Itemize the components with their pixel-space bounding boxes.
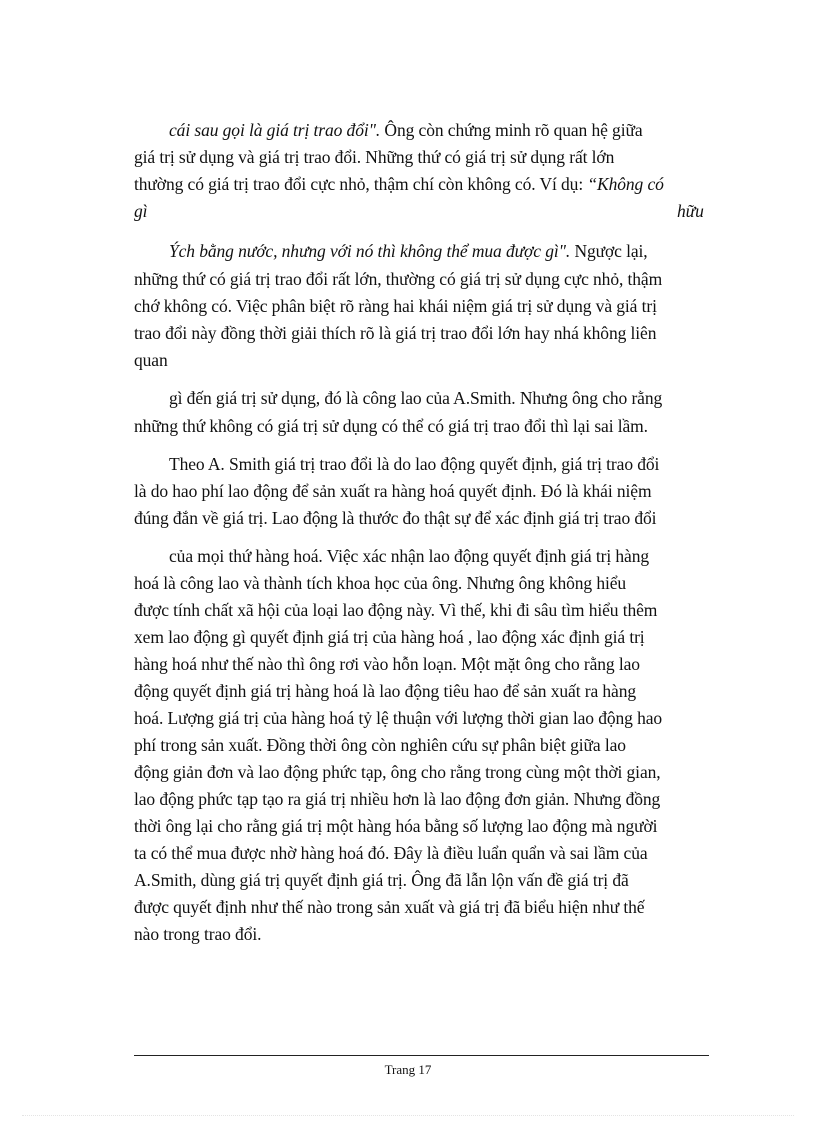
text-segment: giá trị sử dụng và giá trị trao đổi. Những thứ có giá trị sử dụng rất lớn [134,147,615,167]
text-segment: động quyết định giá trị hàng hoá là lao động tiêu hao để sản xuất ra hàng [134,681,637,701]
text-line [134,679,708,703]
text-segment: Theo A. Smith giá trị trao đổi là do lao động quyết định, giá trị trao đổi [169,454,660,474]
text-line [677,199,704,223]
text-segment: xem lao động gì quyết định giá trị của hàng hoá , lao động xác định giá trị [134,627,645,647]
italic-text: hữu [677,201,704,221]
text-segment: quan [134,350,168,370]
text-segment: A.Smith, dùng giá trị quyết định giá trị. Ông đã lẫn lộn vấn đề giá trị đã [134,870,629,890]
text-segment: những thứ có giá trị trao đổi rất lớn, thường có giá trị sử dụng cực nhỏ, thậm [134,269,663,289]
text-line [134,145,708,169]
text-line [169,544,708,568]
text-line [169,118,708,142]
text-line [134,479,708,503]
text-segment: trao đổi này đồng thời giải thích rõ là giá trị trao đổi lớn hay nhá không liên [134,323,657,343]
text-segment: những thứ không có giá trị sử dụng có thể có giá trị trao đổi thì lại sai lầm. [134,416,648,436]
page-edge [22,1115,794,1116]
text-segment: ta có thể mua được nhờ hàng hoá đó. Đây là điều luẩn quẩn và sai lầm của [134,843,648,863]
text-line [134,895,708,919]
text-line [134,294,708,318]
text-line [134,652,708,676]
text-segment: chớ không có. Việc phân biệt rõ ràng hai khái niệm giá trị sử dụng và giá trị [134,296,657,316]
text-line [134,733,708,757]
text-line [169,386,708,410]
text-line [134,868,708,892]
text-line [134,348,168,372]
text-line [134,267,708,291]
text-line [134,199,147,223]
text-segment: đúng đắn về giá trị. Lao động là thước đo thật sự để xác định giá trị trao đổi [134,508,657,528]
text-segment: Ngược lại, [570,241,648,261]
text-line [134,760,708,784]
text-segment: động giản đơn và lao động phức tạp, ông cho rằng trong cùng một thời gian, [134,762,661,782]
text-segment: thường có giá trị trao đổi cực nhỏ, thậm chí còn không có. Ví dụ: [134,174,588,194]
text-segment: hàng hoá như thế nào thì ông rơi vào hỗn loạn. Một mặt ông cho rằng lao [134,654,640,674]
text-segment: nào trong trao đổi. [134,924,262,944]
text-line [169,452,708,476]
text-segment: phí trong sản xuất. Đồng thời ông còn nghiên cứu sự phân biệt giữa lao [134,735,626,755]
text-segment: gì đến giá trị sử dụng, đó là công lao của A.Smith. Nhưng ông cho rằng [169,388,663,408]
text-line [134,706,708,730]
text-line [134,414,684,438]
footer-divider [134,1055,709,1056]
italic-text: cái sau gọi là giá trị trao đổi". [169,120,381,140]
text-segment: được quyết định như thế nào trong sản xuất và giá trị đã biểu hiện như thế [134,897,645,917]
text-segment: thời ông lại cho rằng giá trị một hàng hóa bằng số lượng lao động mà người [134,816,658,836]
text-line [134,787,708,811]
text-segment: được tính chất xã hội của loại lao động này. Vì thế, khi đi sâu tìm hiểu thêm [134,600,658,620]
text-segment: hoá là công lao và thành tích khoa học của ông. Nhưng ông không hiểu [134,573,627,593]
text-segment: Ông còn chứng minh rõ quan hệ giữa [380,120,643,140]
page-number: Trang 17 [384,1062,432,1077]
text-segment: lao động phức tạp tạo ra giá trị nhiều hơn là lao động đơn giản. Nhưng đồng [134,789,661,809]
text-segment: là do hao phí lao động để sản xuất ra hàng hoá quyết định. Đó là khái niệm [134,481,652,501]
italic-text: Ých bằng nước, nhưng với nó thì không thể mua được gì". [169,241,571,261]
text-line [134,172,708,196]
text-line [134,598,708,622]
italic-text: gì [134,201,148,221]
text-line [134,841,708,865]
text-line [134,625,708,649]
text-line [134,922,261,946]
text-line [134,814,708,838]
text-segment: của mọi thứ hàng hoá. Việc xác nhận lao động quyết định giá trị hàng [169,546,650,566]
text-line [169,239,708,263]
text-line [134,571,708,595]
text-line [134,506,708,530]
text-line [134,321,708,345]
italic-text: “Không có [587,174,664,194]
text-segment: hoá. Lượng giá trị của hàng hoá tỷ lệ thuận với lượng thời gian lao động hao [134,708,663,728]
